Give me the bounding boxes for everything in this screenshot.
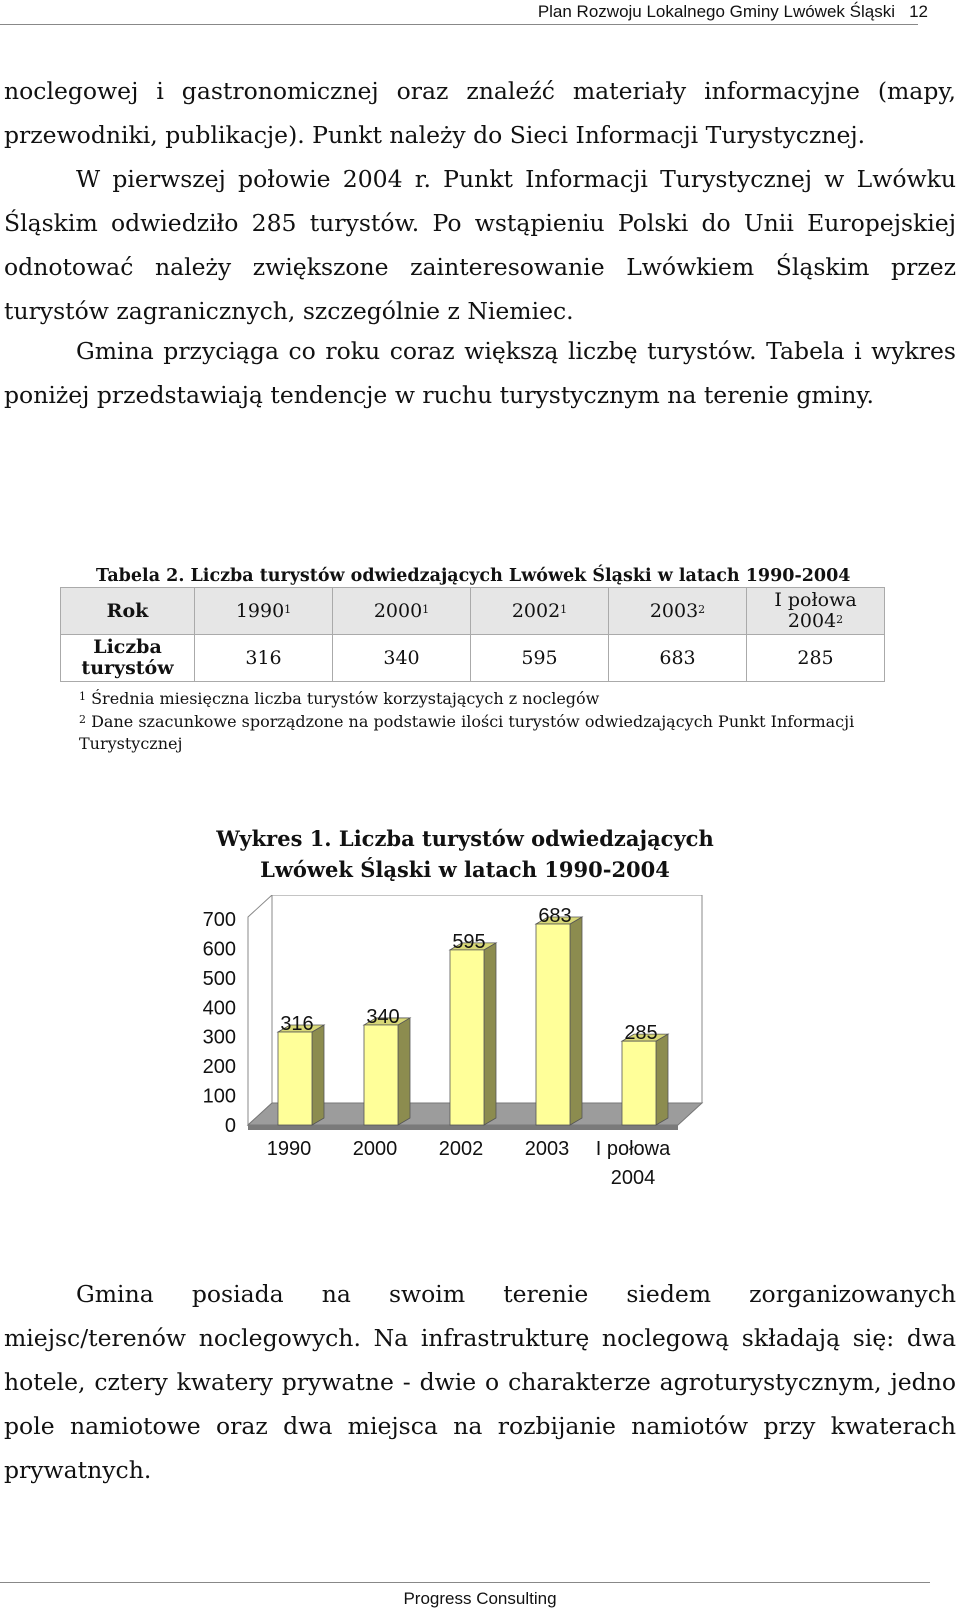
x-tick-label: 2003 [524,1138,570,1160]
bar [278,1032,312,1125]
bar [536,924,570,1125]
table-row-year [61,588,885,635]
y-tick-label: 600 [202,938,236,961]
y-tick-label: 200 [202,1056,236,1079]
row-header-count: Liczba turystów [61,635,195,682]
y-tick-label: 300 [202,1026,236,1049]
y-tick-label: 700 [202,909,236,931]
table-caption: Tabela 2. Liczba turystów odwiedzających Lwówek Śląski w latach 1990-2004 [96,566,851,586]
row-header-year: Rok [61,588,195,635]
header-title: Plan Rozwoju Lokalnego Gminy Lwówek Śląski [537,2,895,21]
footnote-1: $^1$ Średnia miesięczna liczba turystów korzystających z noclegów [79,689,600,708]
bar [622,1041,656,1125]
y-tick-label: 500 [202,967,236,990]
paragraph-trend [4,329,956,417]
footnote-2: $^2$ Dane szacunkowe sporządzone na podstawie ilości turystów odwiedzających Punkt Informacji Turystycznej [79,712,855,753]
tourists-table [60,587,885,682]
paragraph-3: Gmina posiada na swoim terenie siedem zorganizowanych miejsc/terenów noclegowych. Na infrastrukturę noclegową składają się: dwa hotele, cztery kwatery prywatne - dwie o charakterze agroturystycznym, jedno pole namiotowe oraz dwa miejsca na rozbijanie namiotów przy kwaterach prywatnych. [4,1280,956,1484]
chart-floor-edge [248,1125,678,1130]
page-header [0,0,960,30]
count-cell: 316 [195,635,333,682]
bar-side [484,943,496,1125]
x-tick-label: 2004 [610,1167,656,1189]
paragraph-1b: W pierwszej połowie 2004 r. Punkt Informacji Turystycznej w Lwówku Śląskim odwiedziło 285 turystów. Po wstąpieniu Polski do Unii Europejskiej odnotować należy zwiększone zainteresowanie Lwówkiem Śląskim przez turystów zagranicznych, szczególnie z Niemiec. [4,165,956,325]
year-cell: 1990$^1$ [195,588,333,635]
footer-rule [0,1582,930,1583]
year-cell: 2002$^1$ [471,588,609,635]
x-tick-label: 2002 [438,1138,484,1160]
year-cell: I połowa 2004$^2$ [747,588,885,635]
x-tick-label: I połowa [595,1138,671,1160]
bar-side [312,1025,324,1125]
bar-side [570,917,582,1125]
data-label: 316 [280,1013,314,1036]
y-tick-label: 100 [202,1085,236,1108]
page-footer [0,1582,960,1622]
year-cell: 2000$^1$ [333,588,471,635]
year-cell: 2003$^2$ [609,588,747,635]
count-cell: 340 [333,635,471,682]
paragraph-accommodation [4,1272,956,1492]
chart-title: Wykres 1. Liczba turystów odwiedzających Lwówek Śląski w latach 1990-2004 [216,826,714,882]
paragraph-intro [4,69,956,333]
x-tick-label: 2000 [352,1138,398,1160]
x-tick-label: 1990 [266,1138,312,1160]
data-label: 285 [624,1022,658,1045]
page-number: 12 [909,2,928,21]
bar-side [656,1034,668,1125]
data-label: 340 [366,1005,400,1028]
y-tick-label: 400 [202,997,236,1020]
count-cell: 595 [471,635,609,682]
bar [364,1025,398,1125]
table-row-count [61,635,885,682]
bar [450,950,484,1125]
chart-side-wall [248,895,272,1125]
y-tick-label: 0 [224,1115,236,1137]
count-cell: 285 [747,635,885,682]
paragraph-2: Gmina przyciąga co roku coraz większą liczbę turystów. Tabela i wykres poniżej przedstawiają tendencje w ruchu turystycznym na terenie gminy. [4,337,956,409]
data-label: 595 [452,930,486,953]
tourists-bar-chart [180,895,720,1195]
paragraph-1: noclegowej i gastronomicznej oraz znaleźć materiały informacyjne (mapy, przewodniki, publikacje). Punkt należy do Sieci Informacji Turystycznej. [4,77,956,149]
count-cell: 683 [609,635,747,682]
data-label: 683 [538,905,572,928]
header-rule [0,24,918,25]
bar-side [398,1018,410,1125]
footer-text: Progress Consulting [403,1589,557,1608]
